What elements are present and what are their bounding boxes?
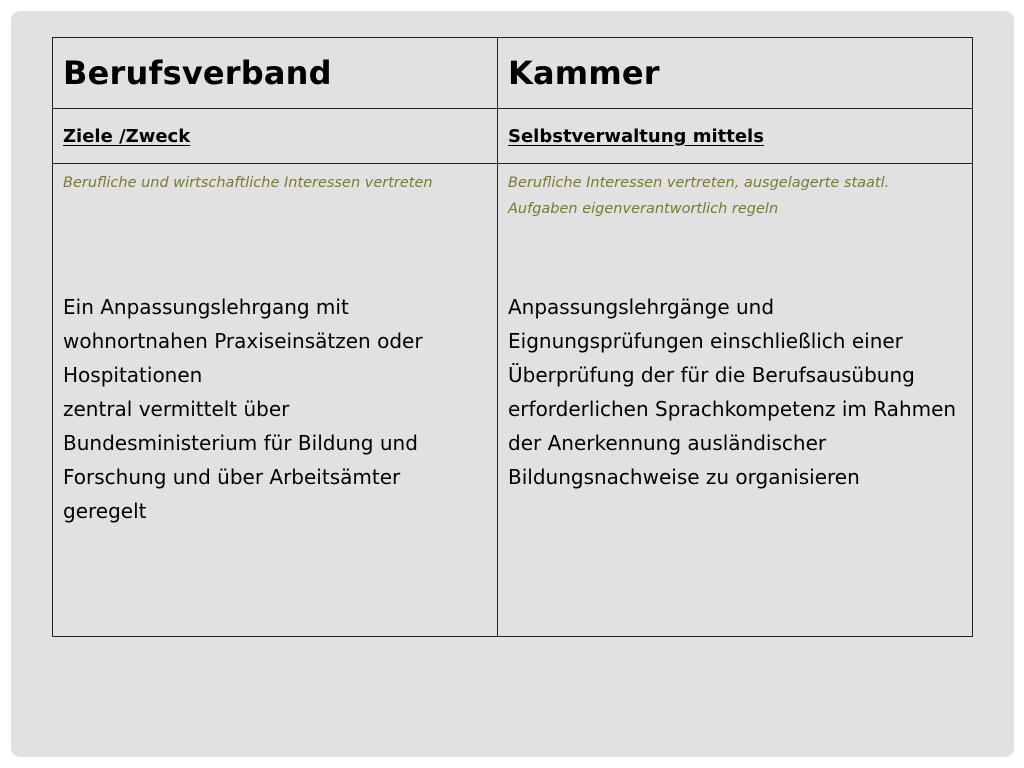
header-berufsverband: Berufsverband bbox=[53, 38, 498, 109]
header-kammer: Kammer bbox=[498, 38, 973, 109]
body-row bbox=[53, 164, 973, 637]
body-left-cell bbox=[53, 164, 498, 637]
subheader-ziele-zweck: Ziele /Zweck bbox=[63, 125, 191, 147]
left-note: Berufliche und wirtschaftliche Interessen vertreten bbox=[63, 175, 433, 191]
left-body-text: Ein Anpassungslehrgang mit wohnortnahen Praxiseinsätzen oder Hospitationen zentral vermittelt über Bundesministerium für Bildung und Forschung und über Arbeitsämter geregelt bbox=[63, 295, 423, 523]
header-row bbox=[53, 38, 973, 109]
right-body-text: Anpassungslehrgänge und Eignungsprüfungen einschließlich einer Überprüfung der für die Berufsausübung erforderlichen Sprachkompetenz im Rahmen der Anerkennung ausländischer Bildungsnachweise zu organisieren bbox=[508, 295, 957, 489]
subheader-selbstverwaltung: Selbstverwaltung mittels bbox=[508, 125, 764, 147]
body-right-cell bbox=[498, 164, 973, 637]
subheader-row bbox=[53, 109, 973, 164]
comparison-table bbox=[52, 37, 973, 637]
subheader-left-cell bbox=[53, 109, 498, 164]
subheader-right-cell bbox=[498, 109, 973, 164]
right-note: Berufliche Interessen vertreten, ausgelagerte staatl. Aufgaben eigenverantwortlich regeln bbox=[508, 175, 890, 217]
